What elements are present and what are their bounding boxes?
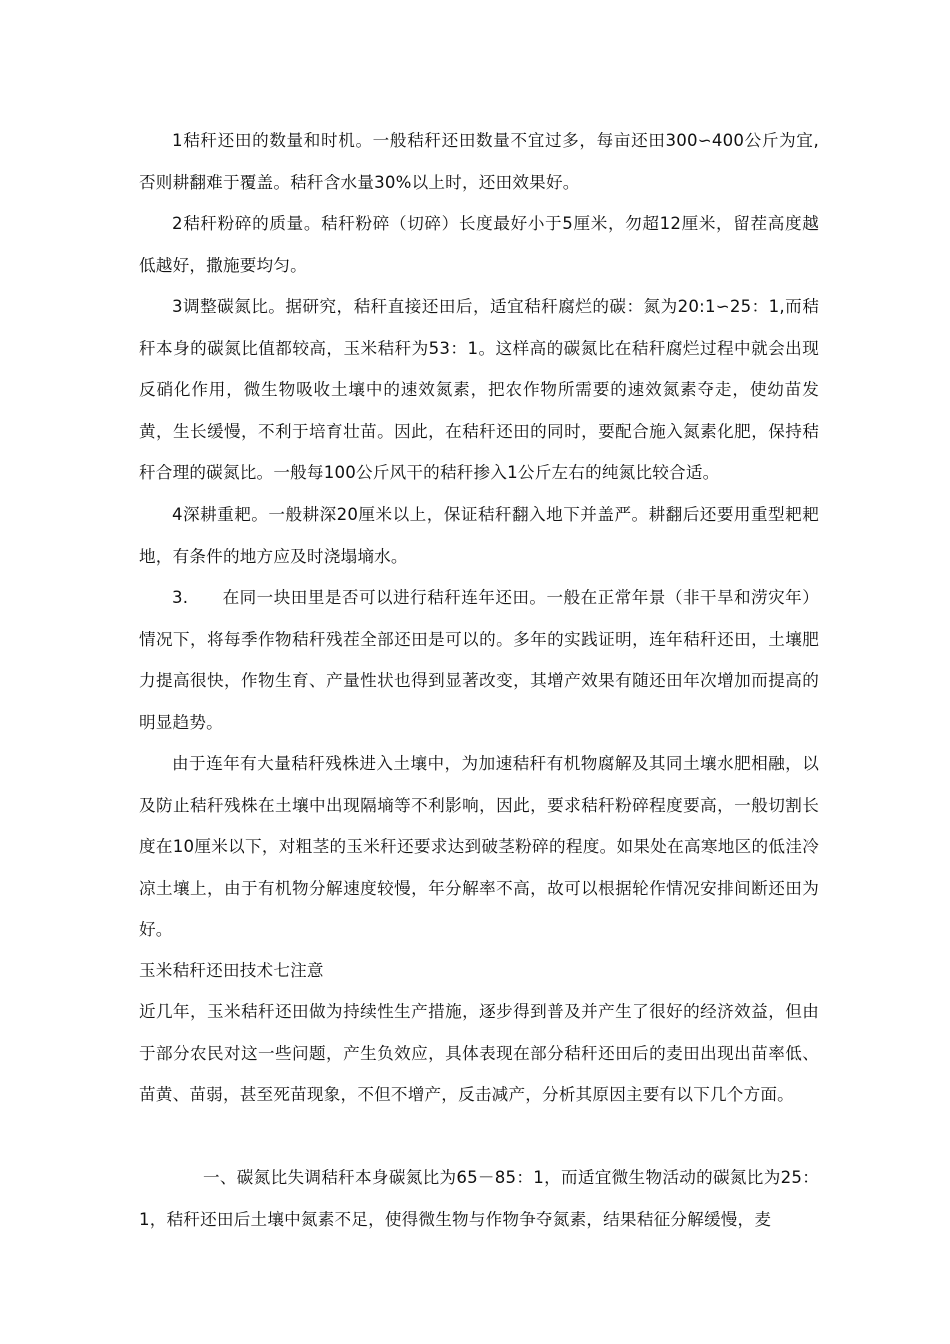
paragraph-straw-quantity-timing: 1秸秆还田的数量和时机。一般秸秆还田数量不宜过多，每亩还田300∽400公斤为宜,否则耕翻难于覆盖。秸秆含水量30%以上时，还田效果好。 [139, 131, 819, 192]
paragraph-carbon-nitrogen-ratio: 3调整碳氮比。据研究，秸秆直接还田后，适宜秸秆腐烂的碳：氮为20:1∽25：1,而秸秆本身的碳氮比值都较高，玉米秸秆为53：1。这样高的碳氮比在秸秆腐烂过程中就会出现反硝化作用，微生物吸收土壤中的速效氮素，把农作物所需要的速效氮素夺走，使幼苗发黄，生长缓慢，不利于培育壮苗。因此，在秸秆还田的同时，要配合施入氮素化肥，保持秸秆合理的碳氮比。一般每100公斤风干的秸秆掺入1公斤左右的纯氮比较合适。 [139, 297, 819, 482]
section-heading: 玉米秸秆还田技术七注意 [139, 961, 324, 980]
paragraph-introduction: 近几年，玉米秸秆还田做为持续性生产措施，逐步得到普及并产生了很好的经济效益，但由于部分农民对这一些问题，产生负效应，具体表现在部分秸秆还田后的麦田出现出苗率低、苗黄、苗弱，甚至死苗现象，不但不增产，反击减产，分析其原因主要有以下几个方面。 [139, 1002, 819, 1104]
paragraph-deep-plowing: 4深耕重耙。一般耕深20厘米以上，保证秸秆翻入地下并盖严。耕翻后还要用重型耙耙地，有条件的地方应及时浇塌墒水。 [139, 505, 819, 566]
paragraph-consecutive-return: 3. 在同一块田里是否可以进行秸秆连年还田。一般在正常年景（非干旱和涝灾年）情况下，将每季作物秸秆残茬全部还田是可以的。多年的实践证明，连年秸秆还田，土壤肥力提高很快，作物生育、产量性状也得到显著改变，其增产效果有随还田年次增加而提高的明显趋势。 [139, 588, 819, 732]
paragraph-consecutive-return-detail: 由于连年有大量秸秆残株进入土壤中，为加速秸秆有机物腐解及其同土壤水肥相融，以及防止秸秆残株在土壤中出现隔墒等不利影响，因此，要求秸秆粉碎程度要高，一般切割长度在10厘米以下，对粗茎的玉米秆还要求达到破茎粉碎的程度。如果处在高寒地区的低洼冷凉土壤上，由于有机物分解速度较慢，年分解率不高，故可以根据轮作情况安排间断还田为好。 [139, 754, 819, 939]
paragraph-cn-ratio-imbalance: 一、碳氮比失调秸秆本身碳氮比为65－85：1，而适宜微生物活动的碳氮比为25：1，秸秆还田后土壤中氮素不足，使得微生物与作物争夺氮素，结果秸征分解缓慢，麦 [139, 1168, 819, 1229]
paragraph-straw-crushing-quality: 2秸秆粉碎的质量。秸秆粉碎（切碎）长度最好小于5厘米，勿超12厘米，留茬高度越低越好，撒施要均匀。 [139, 214, 819, 275]
